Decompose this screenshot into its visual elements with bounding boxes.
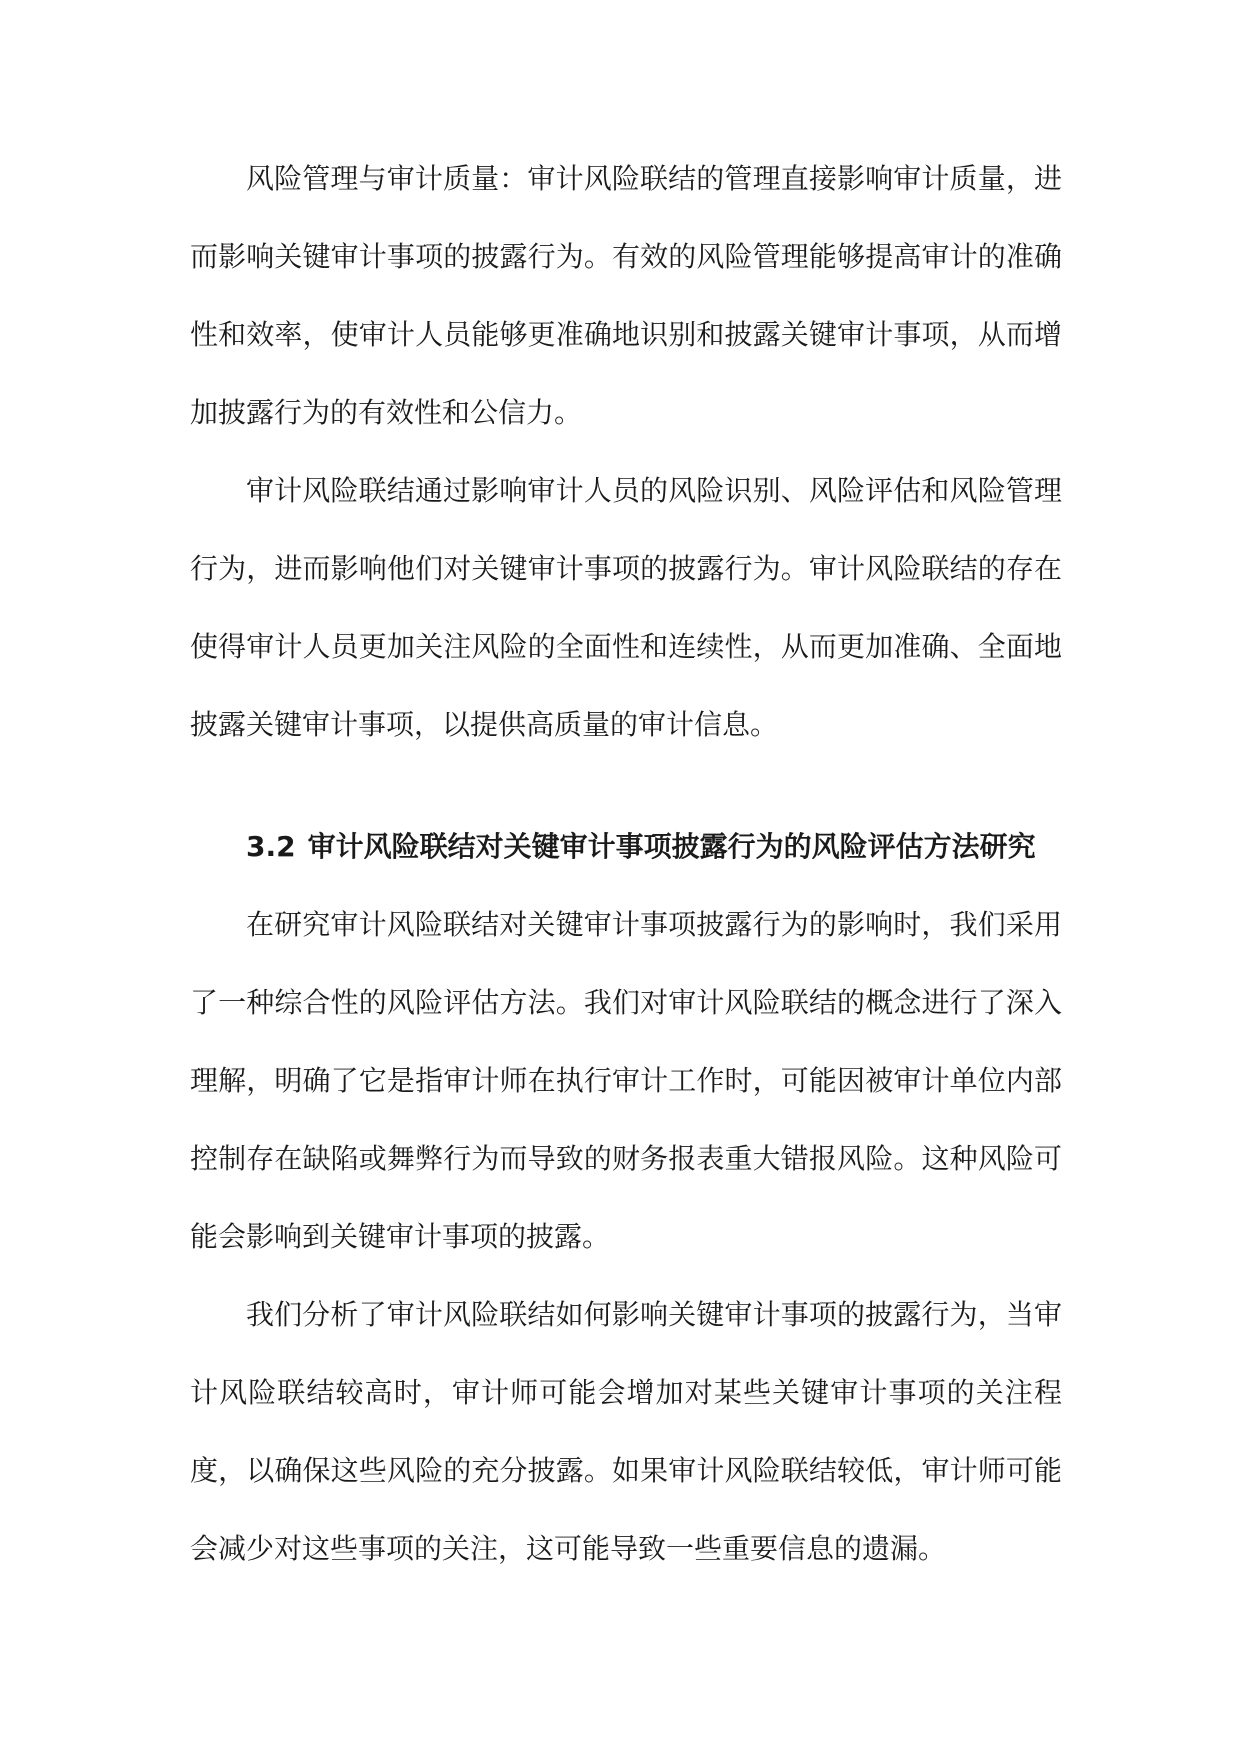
paragraph-assessment-method: 在研究审计风险联结对关键审计事项披露行为的影响时，我们采用了一种综合性的风险评估方法。我们对审计风险联结的概念进行了深入理解，明确了它是指审计师在执行审计工作时，可能因被审计单位内部控制存在缺陷或舞弊行为而导致的财务报表重大错报风险。这种风险可能会影响到关键审计事项的披露。 bbox=[190, 908, 1062, 1253]
document-body bbox=[190, 140, 1062, 1588]
section-heading bbox=[190, 808, 1062, 886]
section-number: 3.2 bbox=[246, 830, 296, 863]
paragraph-disclosure-analysis: 我们分析了审计风险联结如何影响关键审计事项的披露行为，当审计风险联结较高时，审计师可能会增加对某些关键审计事项的关注程度，以确保这些风险的充分披露。如果审计风险联结较低，审计师可能会减少对这些事项的关注，这可能导致一些重要信息的遗漏。 bbox=[190, 1298, 1062, 1565]
paragraph-risk-link-influence: 审计风险联结通过影响审计人员的风险识别、风险评估和风险管理行为，进而影响他们对关键审计事项的披露行为。审计风险联结的存在使得审计人员更加关注风险的全面性和连续性，从而更加准确、全面地披露关键审计事项，以提供高质量的审计信息。 bbox=[190, 474, 1062, 741]
paragraph-risk-management-quality: 风险管理与审计质量：审计风险联结的管理直接影响审计质量，进而影响关键审计事项的披露行为。有效的风险管理能够提高审计的准确性和效率，使审计人员能够更准确地识别和披露关键审计事项，从而增加披露行为的有效性和公信力。 bbox=[190, 162, 1062, 429]
section-title: 审计风险联结对关键审计事项披露行为的风险评估方法研究 bbox=[307, 830, 1036, 863]
